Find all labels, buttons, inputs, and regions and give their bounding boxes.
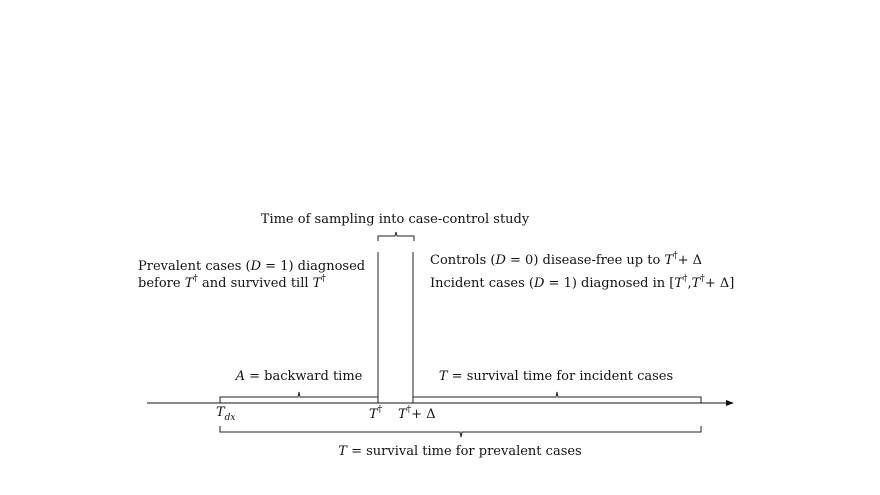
backward-time-label: A = backward time xyxy=(235,369,363,384)
axis-label-tdagger-plus-delta: T†+ Δ xyxy=(398,405,436,422)
sampling-title: Time of sampling into case-control study xyxy=(260,212,530,227)
backward-time-brace xyxy=(220,392,378,403)
prevalent-cases-line2: before T† and survived till T† xyxy=(138,274,326,291)
survival-incident-brace xyxy=(413,392,701,403)
survival-prevalent-label: T = survival time for prevalent cases xyxy=(338,444,582,459)
survival-prevalent-brace xyxy=(220,426,701,437)
prevalent-cases-line1: Prevalent cases (D = 1) diagnosed xyxy=(138,259,366,274)
survival-incident-label: T = survival time for incident cases xyxy=(438,369,674,384)
incident-cases-label: Incident cases (D = 1) diagnosed in [T†,T†+ Δ] xyxy=(430,274,735,291)
axis-label-tdx: $T_{dx}$ xyxy=(216,405,236,423)
controls-label: Controls (D = 0) disease-free up to T†+ Δ xyxy=(430,251,703,268)
axis-label-tdagger: T† xyxy=(369,405,383,422)
sampling-window-brace xyxy=(378,232,414,241)
